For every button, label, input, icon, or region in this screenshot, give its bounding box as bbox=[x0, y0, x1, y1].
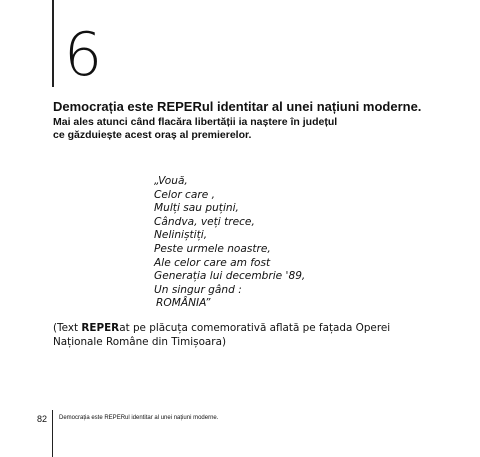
poem bbox=[154, 175, 305, 311]
page-number: 82 bbox=[37, 414, 48, 424]
poem-line: Mulți sau puțini, bbox=[154, 202, 239, 215]
chapter-number: 6 bbox=[64, 20, 103, 90]
source-note-prefix: (Text bbox=[53, 322, 82, 334]
chapter-rule-top bbox=[52, 0, 54, 87]
chapter-subtitle bbox=[53, 116, 473, 142]
source-note-brand: REPER bbox=[81, 322, 120, 334]
subtitle-line: Mai ales atunci când flacăra libertății ia naștere în județul bbox=[53, 116, 338, 128]
poem-line: Cândva, veți trece, bbox=[154, 215, 255, 228]
poem-line: ROMÂNIA” bbox=[156, 297, 211, 310]
poem-line: Celor care , bbox=[154, 188, 215, 201]
source-note bbox=[53, 322, 473, 349]
chapter-headline: Democrația este REPERul identitar al unei națiuni moderne. bbox=[53, 99, 422, 114]
source-note-line: Naționale Române din Timișoara) bbox=[53, 335, 226, 348]
source-note-text: at pe plăcuța comemorativă aflată pe fațada Operei bbox=[119, 322, 391, 334]
poem-line: Ale celor care am fost bbox=[154, 256, 271, 269]
poem-line: Peste urmele noastre, bbox=[154, 242, 271, 255]
footer-rule bbox=[52, 410, 53, 457]
subtitle-line: ce găzduiește acest oraș al premierelor. bbox=[53, 129, 252, 141]
poem-line: Neliniștiți, bbox=[154, 229, 208, 242]
source-note-line bbox=[53, 322, 473, 336]
poem-line: Generația lui decembrie '89, bbox=[154, 270, 306, 283]
poem-line: Un singur gând : bbox=[154, 283, 242, 296]
poem-line: „Vouă, bbox=[154, 175, 188, 187]
running-title: Democrația este REPERul identitar al unei națiuni moderne. bbox=[59, 415, 219, 421]
